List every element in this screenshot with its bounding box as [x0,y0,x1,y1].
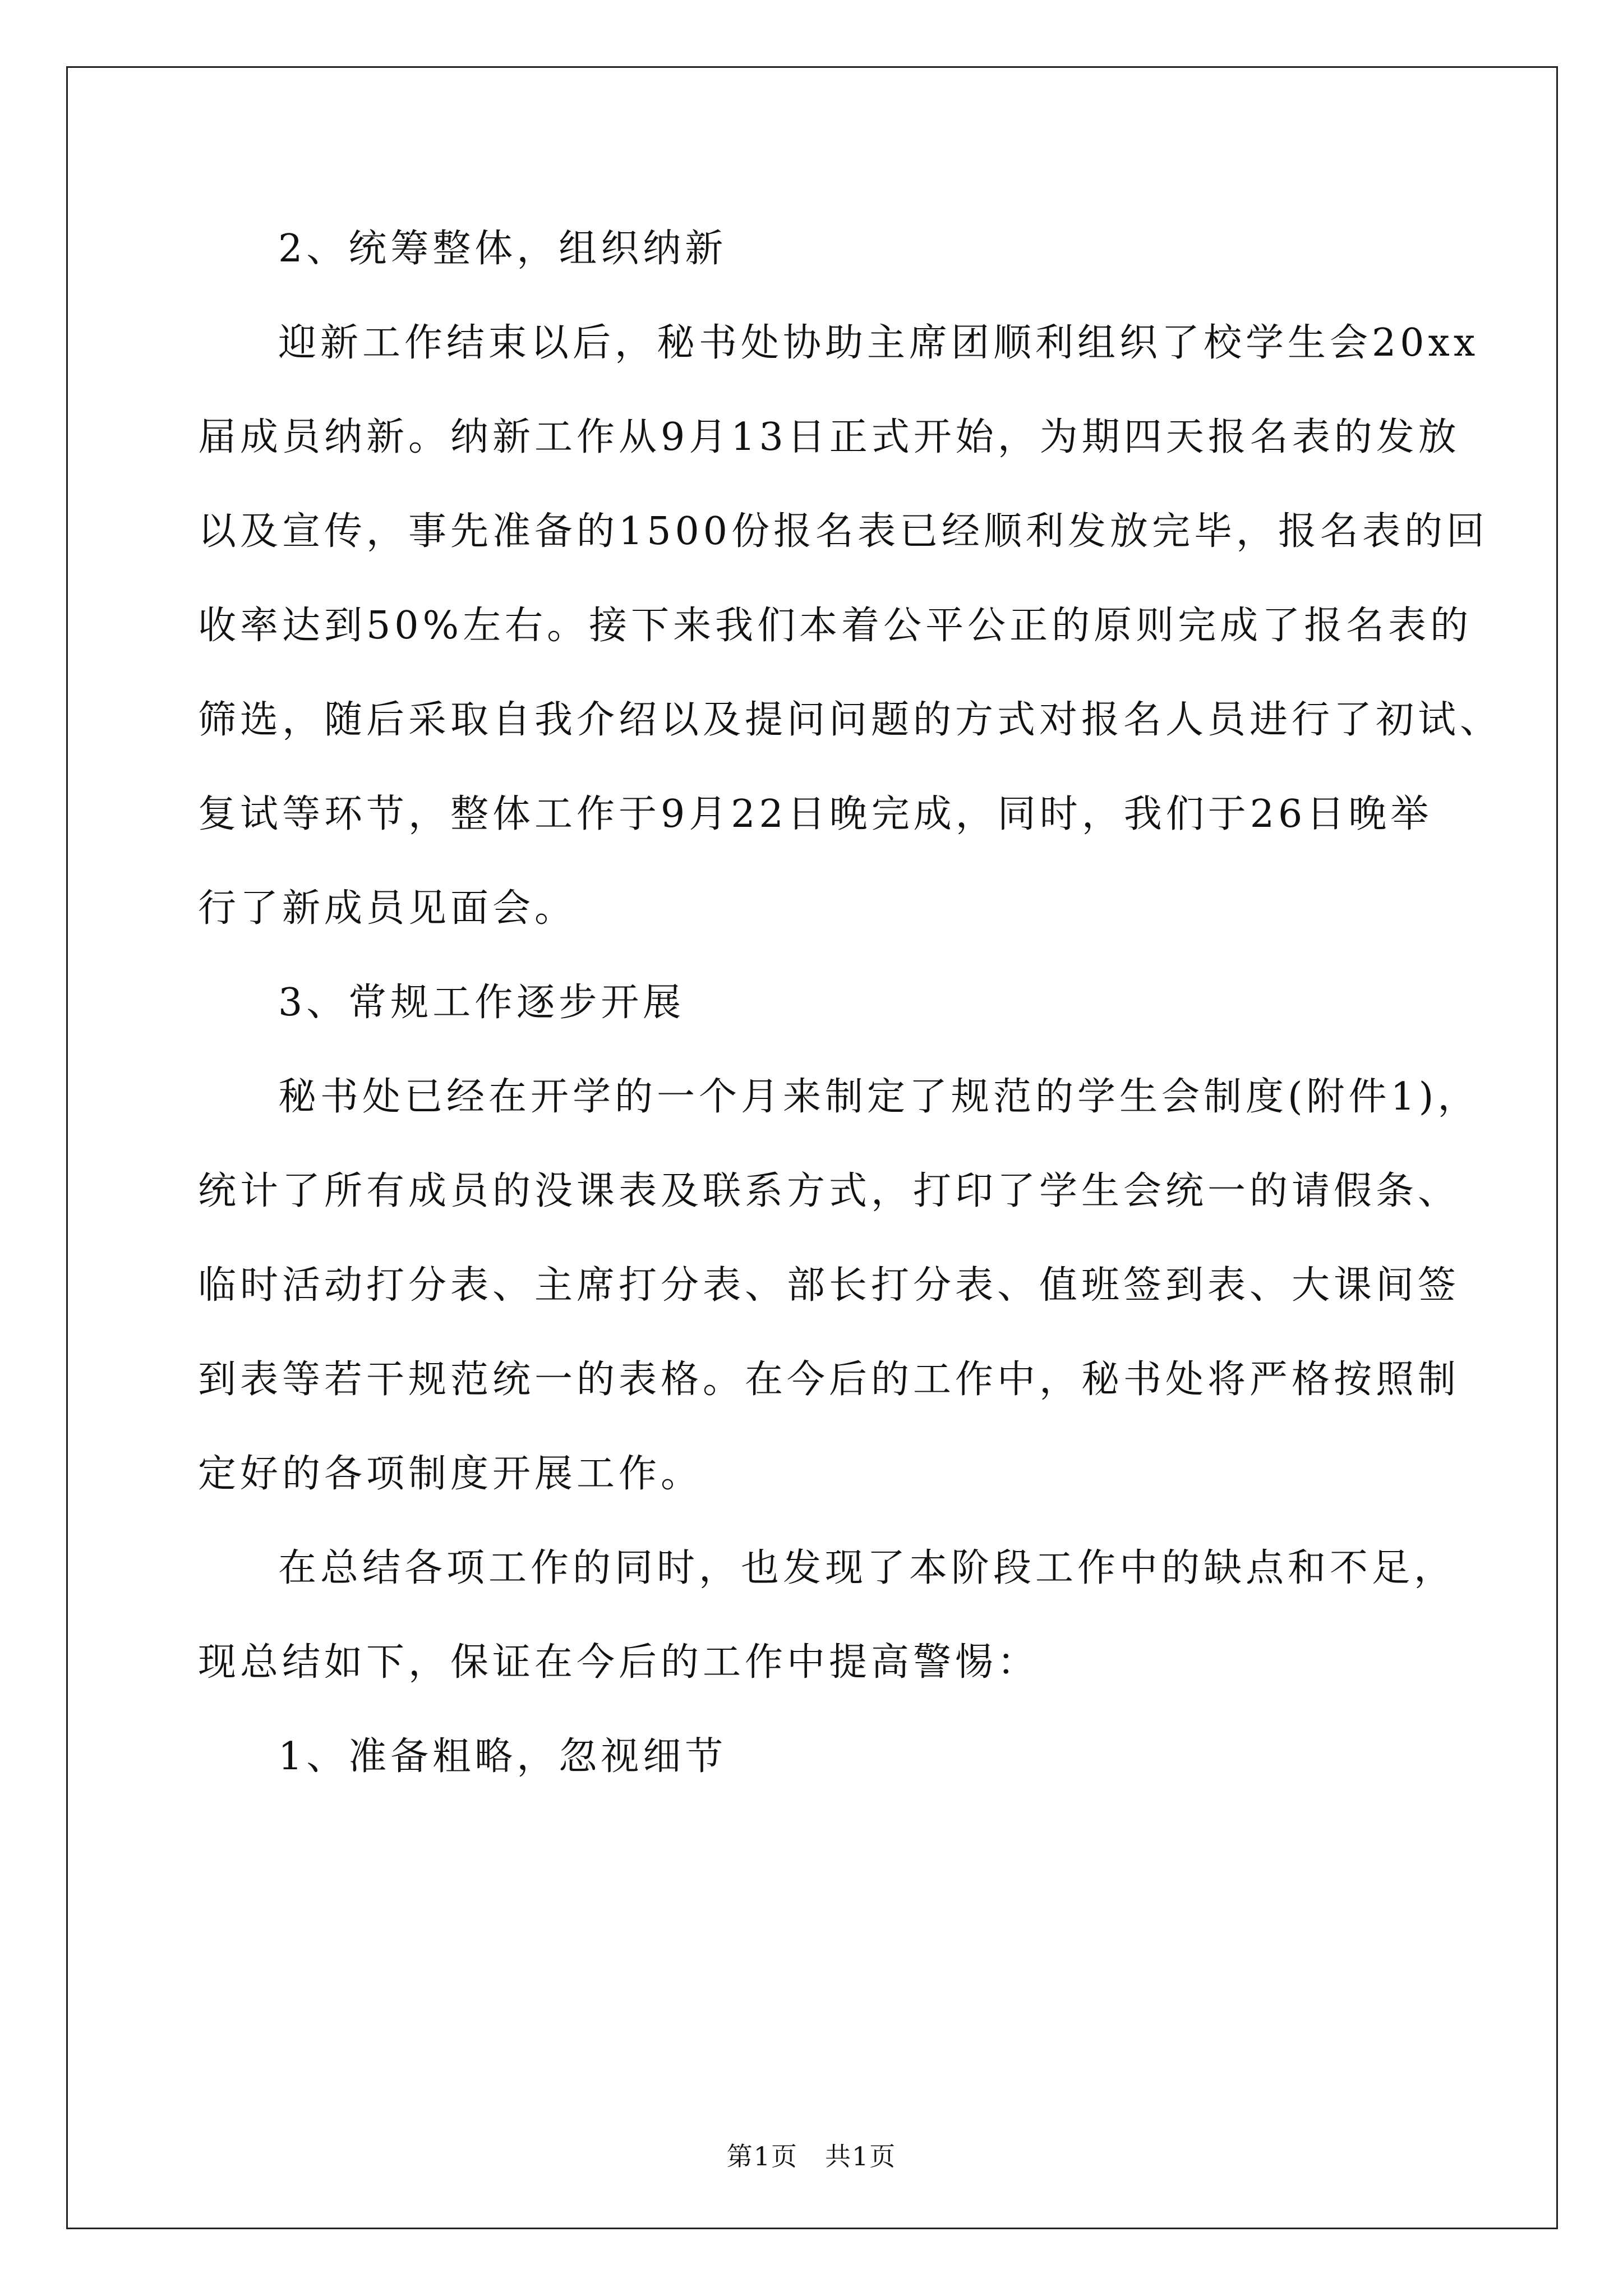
paragraph-line: 现总结如下，保证在今后的工作中提高警惕： [198,1640,1040,1685]
paragraph-line: 统计了所有成员的没课表及联系方式，打印了学生会统一的请假条、 [198,1169,1460,1213]
page-footer: 第1页 共1页 [726,2141,897,2171]
paragraph-line: 行了新成员见面会。 [198,886,577,931]
paragraph-line: 复试等环节，整体工作于9月22日晚完成，同时，我们于26日晚举 [198,792,1433,836]
section-heading: 3、常规工作逐步开展 [278,981,685,1025]
paragraph-line: 到表等若干规范统一的表格。在今后的工作中，秘书处将严格按照制 [198,1358,1460,1402]
section-heading: 1、准备粗略，忽视细节 [278,1734,727,1779]
paragraph-line: 届成员纳新。纳新工作从9月13日正式开始，为期四天报名表的发放 [198,415,1460,459]
document-body [198,202,1502,1804]
section-heading: 2、统筹整体，组织纳新 [278,227,727,271]
paragraph-line: 定好的各项制度开展工作。 [198,1452,703,1496]
paragraph-line: 在总结各项工作的同时，也发现了本阶段工作中的缺点和不足， [278,1546,1456,1590]
paragraph [198,1050,1480,1521]
paragraph-line: 以及宣传，事先准备的1500份报名表已经顺利发放完毕，报名表的回 [198,509,1489,554]
paragraph-line: 秘书处已经在开学的一个月来制定了规范的学生会制度(附件1)， [278,1075,1480,1119]
paragraph [198,296,1502,956]
paragraph-line: 筛选，随后采取自我介绍以及提问问题的方式对报名人员进行了初试、 [198,698,1502,742]
paragraph-line: 临时活动打分表、主席打分表、部长打分表、值班签到表、大课间签 [198,1263,1460,1308]
paragraph-line: 迎新工作结束以后，秘书处协助主席团顺利组织了校学生会20xx [278,321,1479,365]
paragraph [198,1521,1456,1710]
paragraph-line: 收率达到50%左右。接下来我们本着公平公正的原则完成了报名表的 [198,604,1473,648]
